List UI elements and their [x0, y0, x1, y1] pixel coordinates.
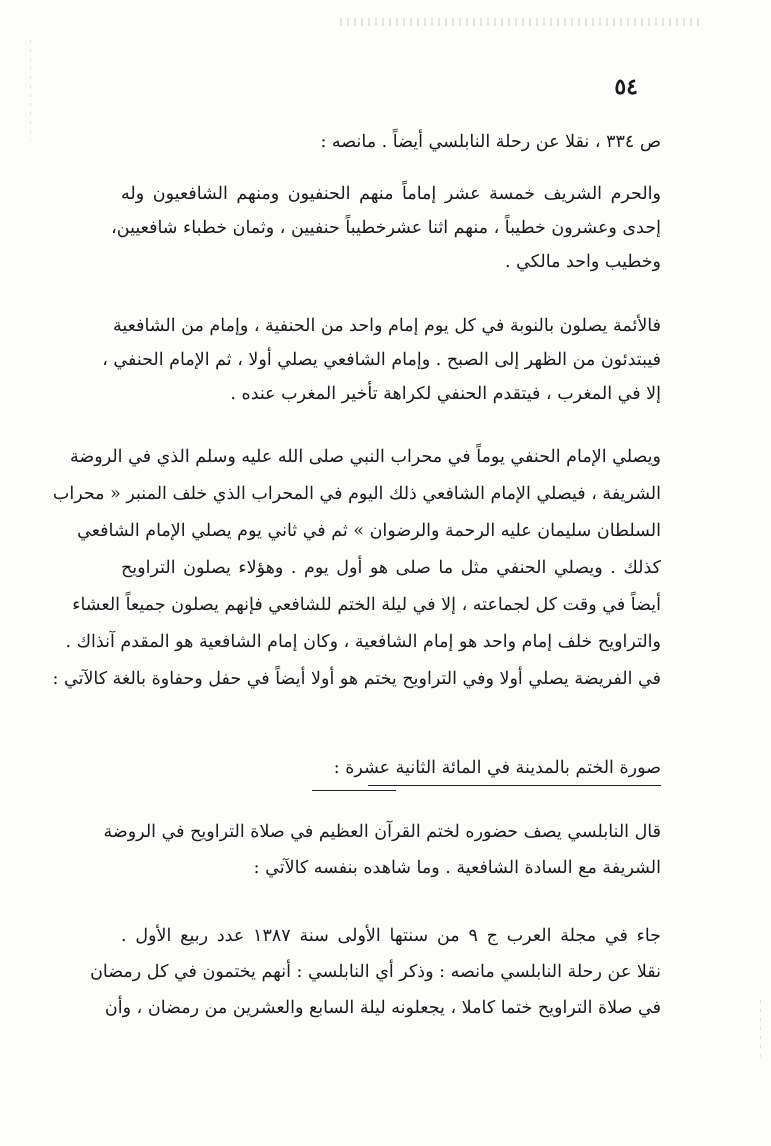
- para5-line-3: في صلاة التراويح ختما كاملا ، يجعلونه ليلة السابع والعشرين من رمضان ، وأن: [104, 998, 661, 1018]
- para5-line-2: نقلا عن رحلة النابلسي مانصه : وذكر أي النابلسي : أنهم يختمون في كل رمضان: [90, 962, 661, 982]
- page-number: ٥٤: [614, 74, 638, 100]
- para1-line-1: والحرم الشريف خمسة عشر إماماً منهم الحنفيون ومنهم الشافعيون وله: [121, 184, 661, 204]
- para3-line-1: ويصلي الإمام الحنفي يوماً في محراب النبي صلى الله عليه وسلم الذي في الروضة: [70, 447, 661, 467]
- para3-line-5: أيضاً في وقت كل لجماعته ، إلا في ليلة الختم للشافعي فإنهم يصلون جميعاً العشاء: [72, 595, 661, 615]
- para2-line-1: فالأئمة يصلون بالنوبة في كل يوم إمام واحد من الحنفية ، وإمام من الشافعية: [113, 316, 661, 336]
- para2-line-2: فيبتدئون من الظهر إلى الصبح . وإمام الشافعي يصلي أولا ، ثم الإمام الحنفي ،: [102, 350, 661, 370]
- scan-artifact: [340, 18, 700, 26]
- para1-line-3: وخطيب واحد مالكي .: [505, 252, 661, 272]
- para3-line-3: السلطان سليمان عليه الرحمة والرضوان » ثم في ثاني يوم يصلي الإمام الشافعي: [77, 521, 661, 541]
- para4-line-2: الشريفة مع السادة الشافعية . وما شاهده بنفسه كالآتي :: [253, 858, 661, 878]
- para2-line-3: إلا في المغرب ، فيتقدم الحنفي لكراهة تأخير المغرب عنده .: [230, 384, 661, 404]
- heading-underline: [368, 785, 661, 786]
- para1-line-2: إحدى وعشرون خطيباً ، منهم اثنا عشرخطيباً حنفيين ، وثمان خطباء شافعيين،: [111, 218, 661, 238]
- para3-line-4: كذلك . ويصلي الحنفي مثل ما صلى هو أول يوم . وهؤلاء يصلون التراويح: [121, 558, 661, 578]
- para3-line-7: في الفريضة يصلي أولا وفي التراويح يختم هو أولا أيضاً في حفل وحفاوة بالغة كالآتي :: [52, 669, 661, 689]
- section-heading: صورة الختم بالمدينة في المائة الثانية عشرة :: [333, 758, 661, 778]
- heading-underline-lower: [312, 790, 396, 791]
- scan-artifact-left: [30, 40, 31, 140]
- scan-artifact-right: [760, 1000, 761, 1060]
- para3-line-2: الشريفة ، فيصلي الإمام الشافعي ذلك اليوم في المحراب الذي خلف المنبر « محراب: [52, 484, 661, 504]
- para4-line-1: قال النابلسي يصف حضوره لختم القرآن العظيم في صلاة التراويح في الروضة: [103, 822, 661, 842]
- para3-line-6: والتراويح خلف إمام واحد هو إمام الشافعية ، وكان إمام الشافعية هو المقدم آنذاك .: [65, 632, 661, 652]
- intro-line: ص ٣٣٤ ، نقلا عن رحلة النابلسي أيضاً . مانصه :: [320, 132, 661, 152]
- para5-line-1: جاء في مجلة العرب ج ٩ من سنتها الأولى سنة ١٣٨٧ عدد ربيع الأول .: [121, 926, 661, 946]
